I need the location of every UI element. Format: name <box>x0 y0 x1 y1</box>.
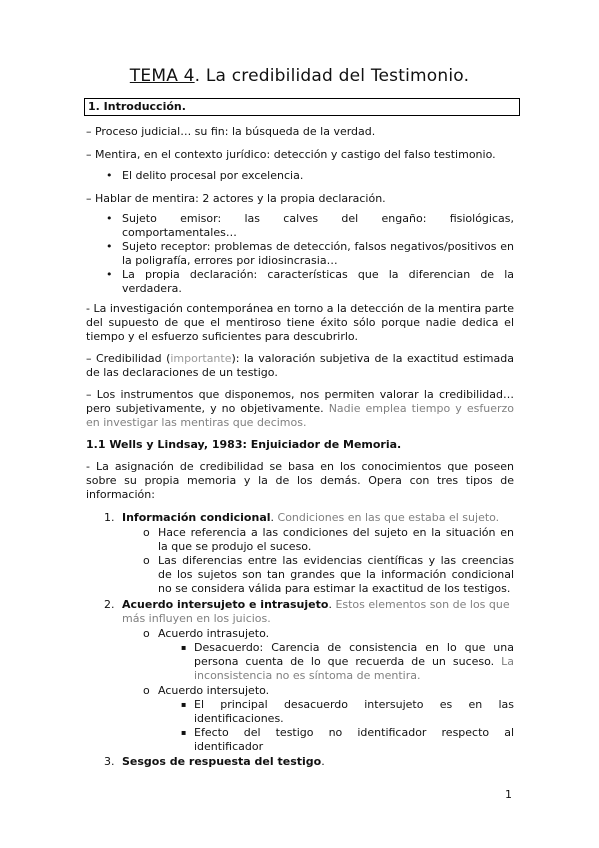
bullet-icon: • <box>106 240 113 253</box>
circle-bullet-icon: o <box>143 526 150 539</box>
circle-bullet-icon: o <box>143 684 150 697</box>
list-item-sesgos <box>122 755 514 769</box>
bullet-icon: • <box>106 169 113 182</box>
section-heading-wells-lindsay: 1.1 Wells y Lindsay, 1983: Enjuiciador de Memoria. <box>86 438 402 451</box>
circle-bullet-icon: o <box>143 627 150 640</box>
title-rest: . La credibilidad del Testimonio. <box>194 66 470 86</box>
bullet-propia-declaracion: La propia declaración: características que la diferencian de la verdadera. <box>122 268 514 295</box>
paragraph-instrumentos <box>86 388 514 430</box>
bullet-sujeto-receptor: Sujeto receptor: problemas de detección, falsos negativos/positivos en la poligrafía, errores por idiosincrasia… <box>122 240 514 267</box>
item-1-heading: Información condicional <box>122 511 271 524</box>
list-number-1: 1. <box>104 511 115 524</box>
item-3-dot: . <box>321 755 325 768</box>
list-number-3: 3. <box>104 755 115 768</box>
sub-item-hace-referencia: Hace referencia a las condiciones del sujeto en la situación en la que se produjo el suceso. <box>158 526 514 553</box>
bullet-icon: • <box>106 268 113 281</box>
instrumentos-note: Nadie emplea tiempo y esfuerzo en investigar las mentiras que decimos. <box>86 402 514 429</box>
item-1-note: Condiciones en las que estaba el sujeto. <box>277 511 500 524</box>
square-bullet-icon: ▪ <box>181 728 187 737</box>
paragraph-mentira: – Mentira, en el contexto jurídico: detección y castigo del falso testimonio. <box>86 148 496 161</box>
page-number: 1 <box>505 788 512 801</box>
section-heading-introduccion: 1. Introducción. <box>84 98 520 116</box>
credibilidad-importante: importante <box>170 352 232 365</box>
title-tema: TEMA 4 <box>129 66 195 86</box>
paragraph-hablar: – Hablar de mentira: 2 actores y la propia declaración. <box>86 192 386 205</box>
page-title <box>0 66 599 86</box>
credibilidad-lead: – Credibilidad ( <box>86 352 171 365</box>
sub-sub-item-desacuerdo <box>194 641 514 683</box>
list-item-informacion-condicional <box>122 511 514 525</box>
paragraph-credibilidad <box>86 352 514 380</box>
paragraph-investigacion: - La investigación contemporánea en torno a la detección de la mentira parte del supuesto de que el mentiroso tiene éxito sólo porque nadie dedica el tiempo y el esfuerzo suficientes para descubrirlo. <box>86 302 514 343</box>
list-item-acuerdo <box>122 598 514 626</box>
desacuerdo-text: Desacuerdo: Carencia de consistencia en lo que una persona cuenta de lo que recuerda de un suceso. <box>194 641 514 668</box>
item-1-dot: . <box>270 511 278 524</box>
item-2-dot: . <box>328 598 336 611</box>
paragraph-proceso: – Proceso judicial… su fin: la búsqueda de la verdad. <box>86 125 376 138</box>
paragraph-asignacion: - La asignación de credibilidad se basa en los conocimientos que poseen sobre su propia memoria y la de los demás. Opera con tres tipos de información: <box>86 460 514 501</box>
item-3-heading: Sesgos de respuesta del testigo <box>122 755 322 768</box>
list-number-2: 2. <box>104 598 115 611</box>
square-bullet-icon: ▪ <box>181 700 187 709</box>
item-2-heading: Acuerdo intersujeto e intrasujeto <box>122 598 329 611</box>
credibilidad-rest: ): la valoración subjetiva de la exactitud estimada de las declaraciones de un testigo. <box>86 352 514 379</box>
instrumentos-text: – Los instrumentos que disponemos, nos permiten valorar la credibilidad… pero subjetivamente, y no objetivamente. <box>86 388 514 415</box>
bullet-delito: El delito procesal por excelencia. <box>122 169 304 182</box>
sub-sub-item-efecto-testigo: Efecto del testigo no identificador respecto al identificador <box>194 726 514 753</box>
bullet-icon: • <box>106 212 113 225</box>
sub-sub-item-principal-desacuerdo: El principal desacuerdo intersujeto es en las identificaciones. <box>194 698 514 725</box>
sub-item-acuerdo-intersujeto: Acuerdo intersujeto. <box>158 684 270 697</box>
item-2-note: Estos elementos son de los que más influyen en los juicios. <box>122 598 510 625</box>
sub-item-diferencias: Las diferencias entre las evidencias científicas y las creencias de los sujetos son tan grandes que la información condicional no se considera válida para estimar la exactitud de los testigos. <box>158 554 514 595</box>
square-bullet-icon: ▪ <box>181 643 187 652</box>
desacuerdo-note: La inconsistencia no es síntoma de mentira. <box>194 655 514 682</box>
sub-item-acuerdo-intrasujeto: Acuerdo intrasujeto. <box>158 627 270 640</box>
bullet-sujeto-emisor: Sujeto emisor: las calves del engaño: fisiológicas, comportamentales… <box>122 212 514 239</box>
circle-bullet-icon: o <box>143 554 150 567</box>
